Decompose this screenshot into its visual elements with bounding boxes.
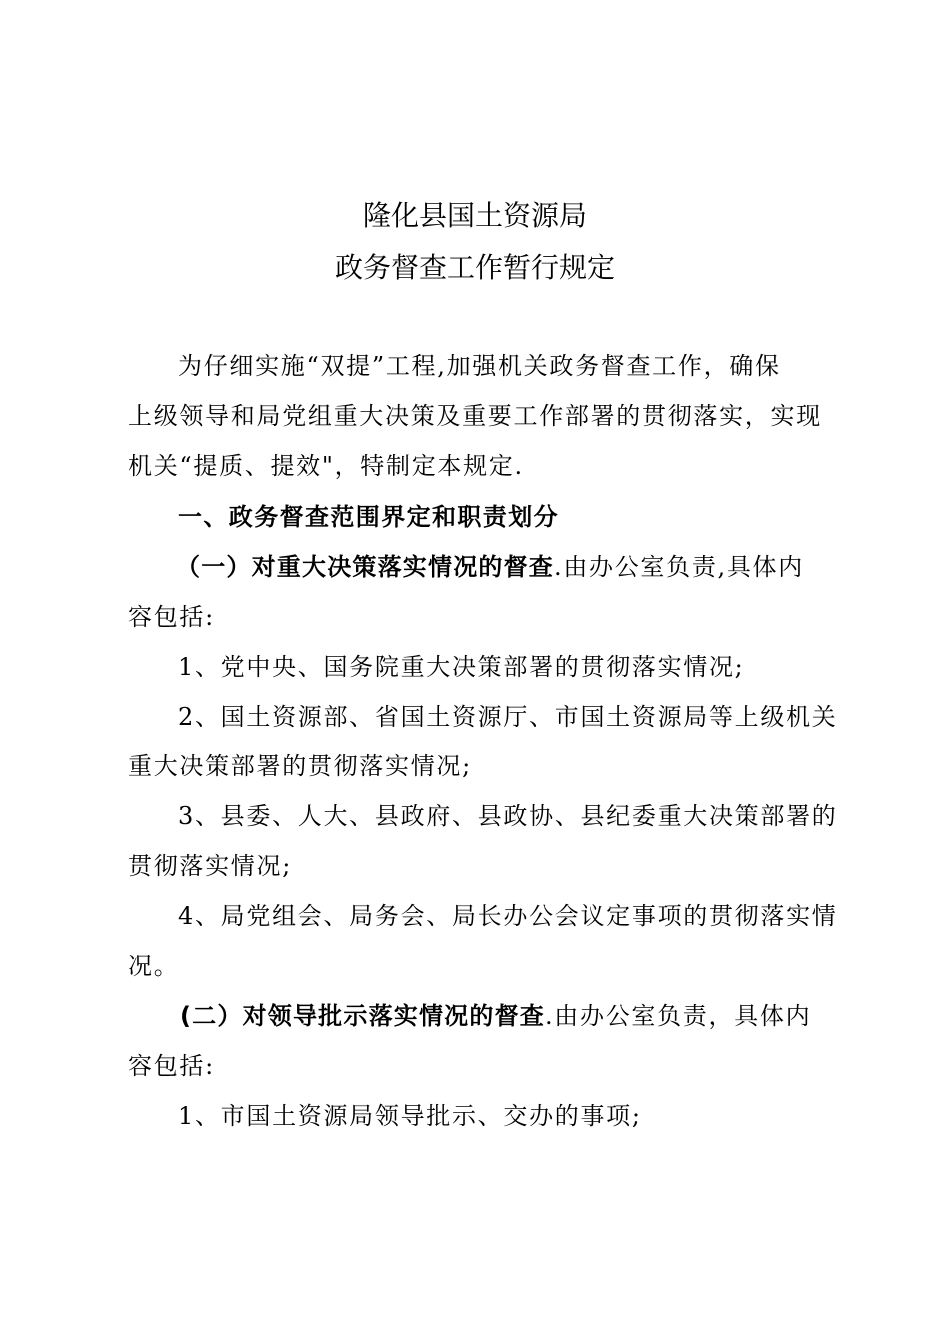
subsection-continuation: 容包括:: [128, 1052, 215, 1080]
list-item-continuation: 重大决策部署的贯彻落实情况;: [128, 752, 472, 780]
intro-line: 上级领导和局党组重大决策及重要工作部署的贯彻落实，实现: [128, 402, 822, 430]
list-item: 3、县委、人大、县政府、县政协、县纪委重大决策部署的: [178, 802, 838, 830]
list-item: 4、局党组会、局务会、局长办公会议定事项的贯彻落实情: [178, 902, 838, 930]
document-title-line1: 隆化县国土资源局: [362, 199, 587, 232]
subsection-label: (二）对领导批示落实情况的督查: [180, 1002, 545, 1030]
intro-line: 机关“提质、提效"，特制定本规定.: [128, 452, 524, 480]
section-heading: 一、政务督查范围界定和职责划分: [178, 503, 559, 531]
subsection-label: （一）对重大决策落实情况的督查: [176, 553, 554, 581]
list-item: 1、市国土资源局领导批示、交办的事项;: [178, 1102, 642, 1130]
list-item-continuation: 况。: [128, 952, 180, 980]
subsection-heading-1: [176, 549, 804, 585]
list-item: 1、党中央、国务院重大决策部署的贯彻落实情况;: [178, 653, 745, 681]
subsection-text: .由办公室负责,具体内: [554, 553, 804, 581]
intro-line: 为仔细实施“双提”工程,加强机关政务督查工作，确保: [178, 352, 781, 380]
list-item: 2、国土资源部、省国土资源厅、市国土资源局等上级机关: [178, 703, 838, 731]
list-item-continuation: 贯彻落实情况;: [128, 852, 292, 880]
subsection-heading-2: [180, 998, 811, 1034]
subsection-text: .由办公室负责，具体内: [544, 1002, 812, 1030]
document-title-line2: 政务督查工作暂行规定: [334, 251, 615, 284]
subsection-continuation: 容包括:: [128, 603, 215, 631]
